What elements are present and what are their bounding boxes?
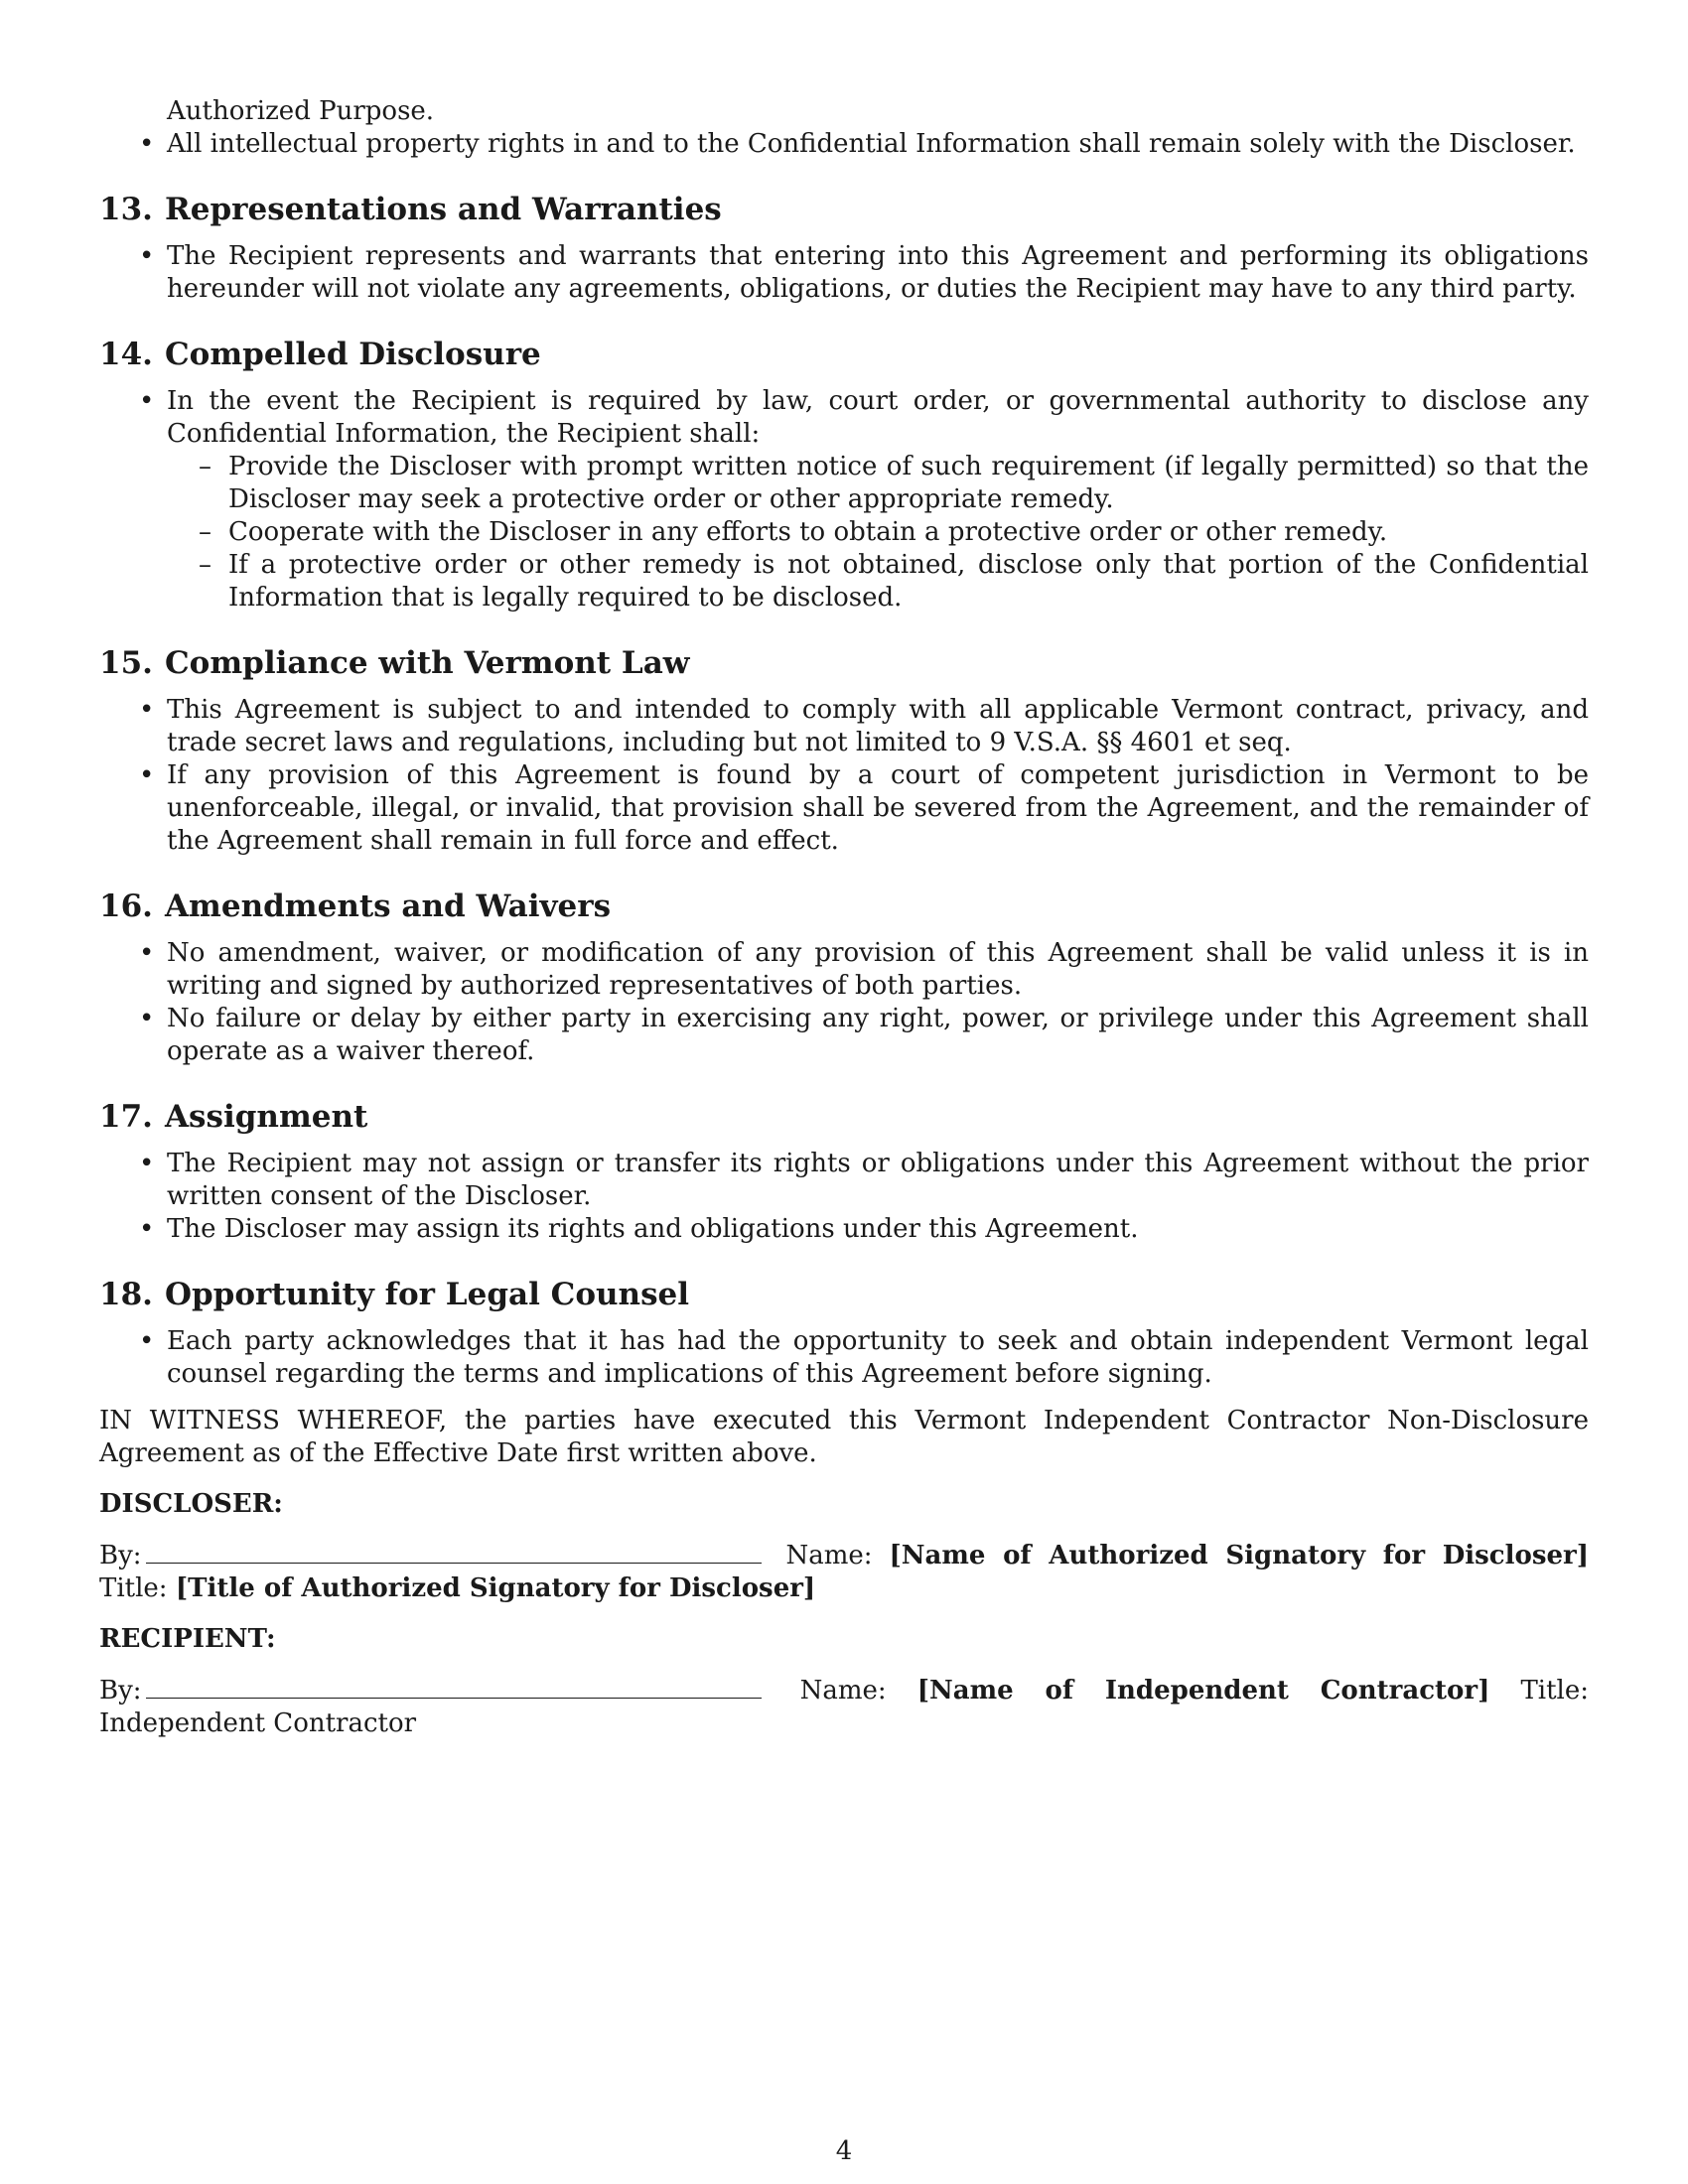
title-label: Title: [1520, 1676, 1590, 1706]
discloser-title-placeholder: [Title of Authorized Signatory for Discloser] [175, 1573, 816, 1603]
by-label: By: [99, 1541, 142, 1570]
page-number: 4 [835, 2136, 853, 2166]
section-14-bullets [99, 385, 1589, 614]
bullet-item: • Each party acknowledges that it has had the opportunity to seek and obtain independent Vermont legal counsel regarding the terms and implications of this Agreement before signing. [99, 1325, 1589, 1391]
intro-bullet-list [99, 128, 1589, 161]
title-label: Title: [99, 1573, 168, 1603]
name-label: Name: [799, 1676, 887, 1706]
witness-statement: IN WITNESS WHEREOF, the parties have executed this Vermont Independent Contractor Non-Disclosure Agreement as of the Effective Date first written above. [99, 1406, 1589, 1468]
recipient-title-value: Independent Contractor [99, 1708, 417, 1738]
sub-item: – Provide the Discloser with prompt written notice of such requirement (if legally permitted) so that the Discloser may seek a protective order or other appropriate remedy. [167, 451, 1589, 516]
bullet-item: • The Recipient may not assign or transfer its rights or obligations under this Agreement without the prior written consent of the Discloser. [99, 1148, 1589, 1213]
sub-item-list [167, 451, 1589, 614]
section-17-bullets [99, 1148, 1589, 1246]
bullet-item [99, 385, 1589, 614]
section-heading-15 [99, 644, 1589, 682]
section-number: 15. [99, 645, 153, 681]
section-number: 13. [99, 192, 153, 227]
section-16-bullets [99, 937, 1589, 1068]
discloser-name-placeholder: [Name of Authorized Signatory for Discloser] [889, 1541, 1590, 1570]
sub-item: – Cooperate with the Discloser in any efforts to obtain a protective order or other remedy. [167, 516, 1589, 549]
bullet-item: • The Recipient represents and warrants that entering into this Agreement and performing its obligations hereunder will not violate any agreements, obligations, or duties the Recipient may have to any third party. [99, 240, 1589, 306]
section-number: 16. [99, 888, 153, 924]
bullet-item: • The Discloser may assign its rights and obligations under this Agreement. [99, 1213, 1589, 1246]
section-title: Compelled Disclosure [165, 337, 541, 372]
section-heading-16 [99, 887, 1589, 925]
section-number: 17. [99, 1099, 153, 1135]
section-heading-14 [99, 336, 1589, 373]
recipient-signature-block [99, 1674, 1589, 1740]
section-18-bullets [99, 1325, 1589, 1391]
section-number: 18. [99, 1277, 153, 1312]
document-page [99, 95, 1589, 1740]
section-heading-13 [99, 191, 1589, 228]
section-15-bullets [99, 694, 1589, 858]
bullet-item: • This Agreement is subject to and intended to comply with all applicable Vermont contract, privacy, and trade secret laws and regulations, including but not limited to 9 V.S.A. §§ 4601 et seq. [99, 694, 1589, 759]
section-heading-17 [99, 1098, 1589, 1136]
section-title: Amendments and Waivers [165, 888, 612, 924]
recipient-name-placeholder: [Name of Independent Contractor] [916, 1676, 1490, 1706]
discloser-signature-line[interactable] [146, 1539, 762, 1564]
bullet-item: • No failure or delay by either party in exercising any right, power, or privilege under this Agreement shall operate as a waiver thereof. [99, 1003, 1589, 1068]
continued-text: Authorized Purpose. [167, 96, 435, 126]
name-label: Name: [785, 1541, 873, 1570]
section-number: 14. [99, 337, 153, 372]
by-label: By: [99, 1676, 142, 1706]
section-title: Compliance with Vermont Law [165, 645, 690, 681]
bullet-text: In the event the Recipient is required by law, court order, or governmental authority to disclose any Confidential Information, the Recipient shall: [167, 386, 1589, 449]
sub-item: – If a protective order or other remedy is not obtained, disclose only that portion of the Confidential Information that is legally required to be disclosed. [167, 549, 1589, 614]
discloser-heading: DISCLOSER: [99, 1489, 283, 1519]
section-title: Representations and Warranties [165, 192, 722, 227]
section-title: Opportunity for Legal Counsel [165, 1277, 690, 1312]
recipient-heading: RECIPIENT: [99, 1624, 276, 1654]
bullet-item: • If any provision of this Agreement is found by a court of competent jurisdiction in Vermont to be unenforceable, illegal, or invalid, that provision shall be severed from the Agreement, and the remainder of the Agreement shall remain in full force and effect. [99, 759, 1589, 858]
section-13-bullets [99, 240, 1589, 306]
discloser-signature-block [99, 1539, 1589, 1605]
section-title: Assignment [165, 1099, 368, 1135]
recipient-signature-line[interactable] [146, 1674, 762, 1699]
bullet-item: • All intellectual property rights in and to the Confidential Information shall remain solely with the Discloser. [99, 128, 1589, 161]
section-heading-18 [99, 1276, 1589, 1313]
bullet-item: • No amendment, waiver, or modification of any provision of this Agreement shall be valid unless it is in writing and signed by authorized representatives of both parties. [99, 937, 1589, 1003]
